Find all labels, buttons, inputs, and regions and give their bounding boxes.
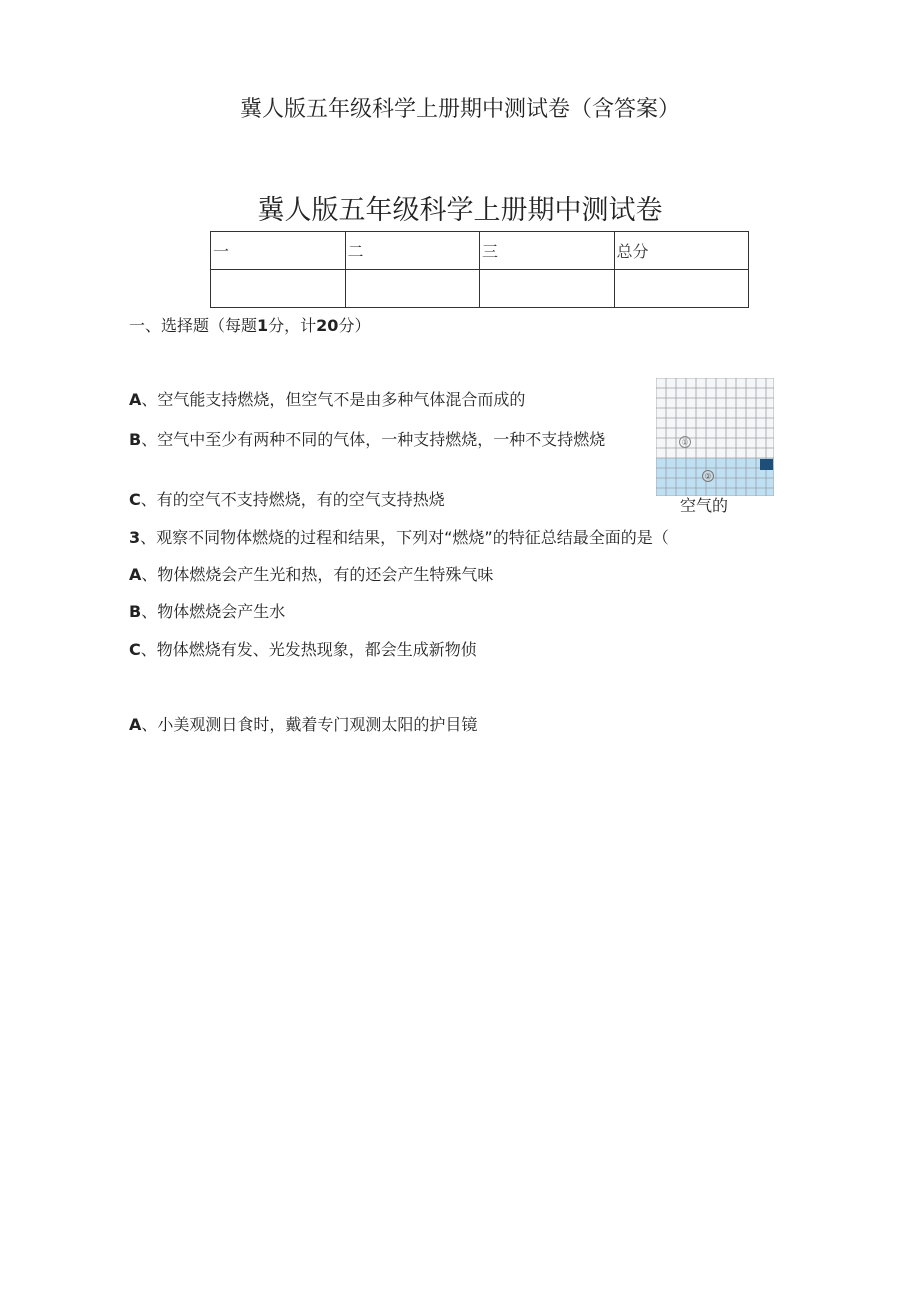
option-a-eclipse-goggles [129, 713, 477, 737]
section-middle: 分，计 [268, 316, 317, 335]
option-a-air-supports-burning [129, 388, 525, 412]
score-cell-part-2[interactable] [345, 270, 480, 308]
exam-title: 冀人版五年级科学上册期中测试卷 [257, 195, 663, 226]
q3-option-b [129, 600, 285, 624]
q3-option-a [129, 563, 493, 587]
dark-marker-cell [760, 459, 773, 470]
score-header-total: 总分 [614, 232, 749, 270]
score-cell-part-3[interactable] [480, 270, 615, 308]
section-points-total: 20 [316, 316, 339, 335]
score-table [210, 231, 749, 308]
option-letter: A [129, 715, 142, 734]
section-one-heading [129, 313, 370, 336]
option-letter: B [129, 602, 142, 621]
q3-option-c [129, 638, 477, 662]
section-points-each: 1 [257, 316, 269, 335]
option-text: 、有的空气不支持燃烧，有的空气支持热烧 [140, 490, 445, 509]
option-text: 、物体燃烧有发、光发热现象，都会生成新物侦 [140, 640, 477, 659]
experiment-grid-figure [656, 378, 774, 496]
option-letter: C [129, 490, 141, 509]
marker-1-label: ① [681, 438, 689, 447]
score-table-value-row [211, 270, 749, 308]
marker-2-label: ② [704, 472, 712, 481]
option-letter: A [129, 390, 142, 409]
question-number: 3 [129, 528, 141, 547]
score-table-header-row [211, 232, 749, 270]
option-letter: B [129, 430, 142, 449]
score-header-part-2: 二 [345, 232, 480, 270]
option-text: 、物体燃烧会产生光和热，有的还会产生特殊气味 [141, 565, 494, 584]
option-text: 、小美观测日食时，戴着专门观测太阳的护目镜 [141, 715, 478, 734]
score-cell-total[interactable] [614, 270, 749, 308]
option-b-two-gases [129, 428, 644, 452]
question-3-stem [129, 526, 669, 550]
option-letter: C [129, 640, 141, 659]
option-text: 、空气中至少有两种不同的气体，一种支持燃烧，一种不支持燃烧 [141, 430, 606, 449]
option-text: 、物体燃烧会产生水 [141, 602, 286, 621]
score-header-part-3: 三 [480, 232, 615, 270]
option-text: 、空气能支持燃烧，但空气不是由多种气体混合而成的 [141, 390, 526, 409]
document-header-title: 冀人版五年级科学上册期中测试卷（含答案） [239, 97, 680, 122]
section-prefix: 一、选择题（每题 [129, 316, 258, 335]
question-text: 、观察不同物体燃烧的过程和结果，下列对“燃烧”的特征总结最全面的是（ [140, 528, 669, 547]
figure-caption: 空气的 [680, 496, 729, 515]
option-letter: A [129, 565, 142, 584]
score-header-part-1: 一 [211, 232, 346, 270]
score-cell-part-1[interactable] [211, 270, 346, 308]
option-c-some-air [129, 488, 445, 512]
section-suffix: 分） [338, 316, 371, 335]
